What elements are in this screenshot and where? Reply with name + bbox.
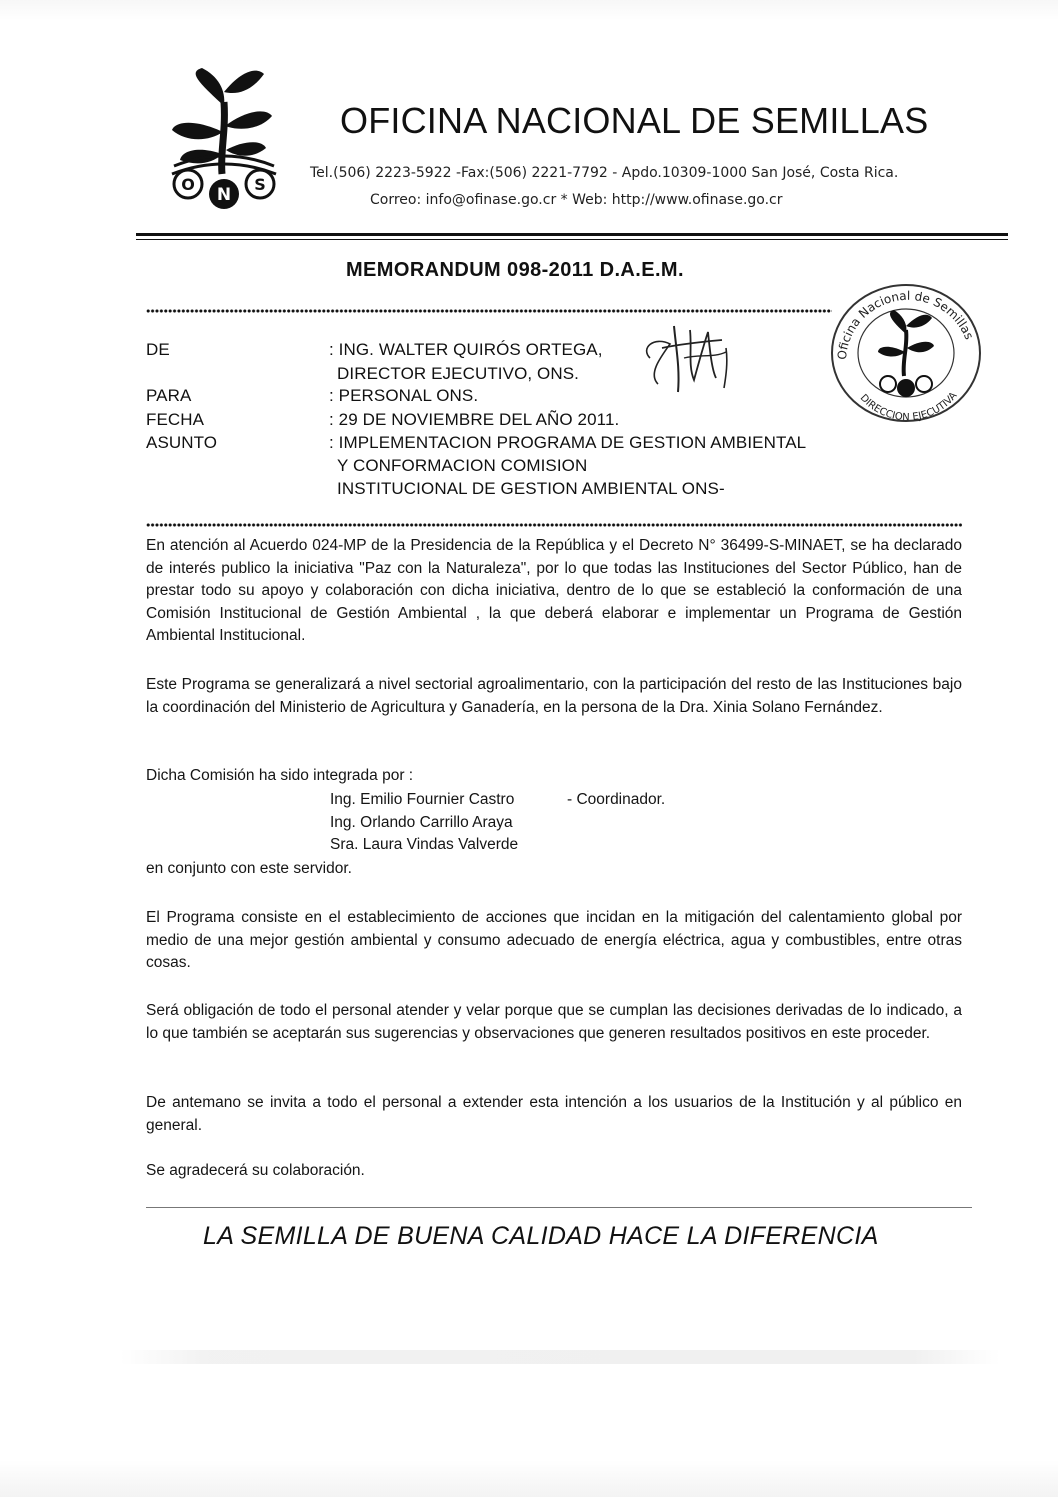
paragraph-1: En atención al Acuerdo 024-MP de la Presidencia de la República y el Decreto N° 36499-S-MINAET, se ha declarado de interés publico la iniciativa "Paz con la Naturaleza", por lo que todas las Instituciones del Sector Público, han de prestar todo su apoyo y colaboración con dicha iniciativa, dentro de lo que se estableció la conformación de una Comisión Institucional de Gestión Ambiental , la que deberá elaborar e implementar un Programa de Gestión Ambiental Institucional.: [146, 537, 962, 644]
stamp-ring-text: Oficina Nacional de Semillas: [834, 288, 977, 361]
member-name-1: Ing. Emilio Fournier Castro: [330, 791, 515, 808]
svg-text:N: N: [216, 185, 232, 205]
field-value-asunto-line2: Y CONFORMACION COMISION: [337, 456, 588, 475]
member-name-2: Ing. Orlando Carrillo Araya: [330, 814, 513, 831]
svg-text:S: S: [254, 175, 266, 194]
committee-outro: en conjunto con este servidor.: [146, 860, 352, 877]
closing-line: Se agradecerá su colaboración.: [146, 1162, 365, 1179]
organization-name: OFICINA NACIONAL DE SEMILLAS: [340, 100, 929, 141]
handwritten-signature: [630, 318, 760, 398]
memo-title: MEMORANDUM 098-2011 D.A.E.M.: [346, 259, 684, 281]
dotted-separator-bottom: [146, 522, 962, 528]
paragraph-4: El Programa consiste en el establecimiento de acciones que incidan en la mitigación del calentamiento global por medio de una mejor gestión ambiental y consumo adecuado de energía eléctrica, agua y combustibles, entre otras cosas.: [146, 909, 962, 971]
field-value-asunto-line3: INSTITUCIONAL DE GESTION AMBIENTAL ONS-: [337, 479, 725, 498]
field-value-asunto-line1: : IMPLEMENTACION PROGRAMA DE GESTION AMBIENTAL: [329, 433, 807, 452]
paragraph-2: Este Programa se generalizará a nivel sectorial agroalimentario, con la participación del resto de las Instituciones bajo la coordinación del Ministerio de Agricultura y Ganadería, en la persona de la Dra. Xinia Solano Fernández.: [146, 676, 962, 716]
field-value-de-line2: DIRECTOR EJECUTIVO, ONS.: [337, 364, 580, 383]
field-label-para: PARA: [146, 386, 192, 405]
header-rule-thin: [136, 239, 1008, 240]
ons-logo: [168, 62, 280, 212]
field-value-para: : PERSONAL ONS.: [329, 386, 479, 405]
contact-phones: Tel.(506) 2223-5922 -Fax:(506) 2221-7792 - Apdo.10309-1000 San José, Costa Rica.: [310, 165, 899, 181]
contact-web: Correo: info@ofinase.go.cr * Web: http://www.ofinase.go.cr: [370, 192, 783, 208]
paragraph-6: De antemano se invita a todo el personal a extender esta intención a los usuarios de la Institución y al público en general.: [146, 1094, 962, 1134]
stamp-bottom-text: DIRECCION EJECUTIVA: [857, 390, 960, 424]
header-rule-thick: [136, 233, 1008, 236]
member-role-1: - Coordinador.: [567, 791, 666, 808]
footer-motto: LA SEMILLA DE BUENA CALIDAD HACE LA DIFERENCIA: [203, 1222, 879, 1250]
field-value-fecha: : 29 DE NOVIEMBRE DEL AÑO 2011.: [329, 410, 620, 429]
field-value-de-line1: : ING. WALTER QUIRÓS ORTEGA,: [329, 340, 603, 359]
member-name-3: Sra. Laura Vindas Valverde: [330, 836, 519, 853]
committee-intro: Dicha Comisión ha sido integrada por :: [146, 767, 414, 784]
official-stamp: [826, 280, 986, 426]
svg-text:O: O: [181, 175, 195, 194]
paragraph-5: Será obligación de todo el personal atender y velar porque que se cumplan las decisiones derivadas de lo indicado, a lo que también se aceptarán sus sugerencias y observaciones que generen resultados positivos en este proceder.: [146, 1002, 962, 1042]
field-label-fecha: FECHA: [146, 410, 205, 429]
field-label-de: DE: [146, 340, 170, 359]
footer-rule: [146, 1207, 972, 1208]
scan-artifact: [120, 1350, 1000, 1364]
dotted-separator-top: [146, 308, 832, 314]
field-label-asunto: ASUNTO: [146, 433, 218, 452]
